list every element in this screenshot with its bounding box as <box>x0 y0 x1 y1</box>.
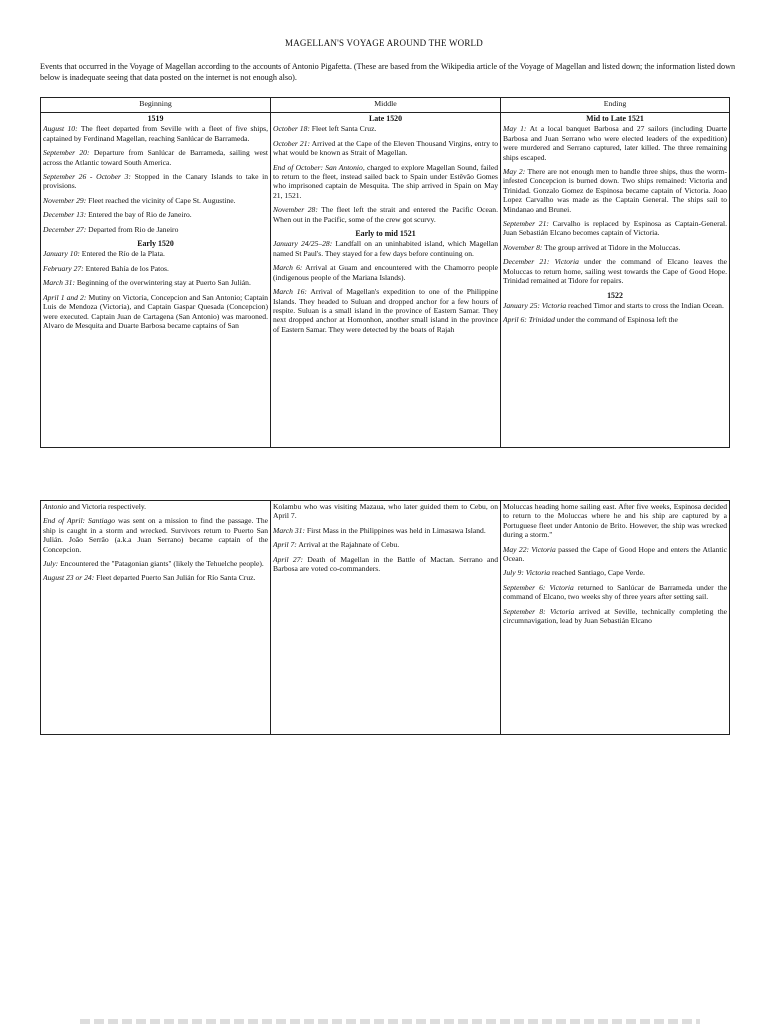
event-text: returned to Sanlúcar de Barrameda under the command of Elcano, two weeks shy of three years after setting sail. <box>503 582 727 602</box>
event-entry <box>43 210 268 219</box>
event-text: Arrival of Magellan's expedition to one of the Philippine Islands. They headed to Suluan and dropped anchor for a few hours of respite. Suluan is a small island in the province of Eastern Samar. They next dropped anchor at Homonhon, another small island in the province of Eastern Samar. They were detected by the boats of Rajah <box>273 287 499 334</box>
event-text: First Mass in the Philippines was held in Limasawa Island. <box>304 525 486 535</box>
event-entry <box>503 545 727 564</box>
timeline-table-page1 <box>40 97 730 448</box>
event-date: March 31: <box>43 278 75 288</box>
column-header-middle: Middle <box>271 98 501 113</box>
event-entry <box>503 219 727 238</box>
event-entry <box>43 516 268 554</box>
event-text: The fleet left the strait and entered the Pacific Ocean. When out in the Pacific, some of the crew got scurvy. <box>273 205 498 224</box>
event-date: May 1: <box>503 124 527 134</box>
event-entry <box>273 287 498 334</box>
event-text: Encountered the "Patagonian giants" (likely the Tehuelche people). <box>58 559 264 569</box>
section-heading: Late 1520 <box>368 114 403 123</box>
event-date: September 21: <box>503 219 549 229</box>
event-date: January 10: <box>43 249 80 259</box>
event-entry <box>43 293 268 331</box>
intro-paragraph: Events that occurred in the Voyage of Magellan according to the accounts of Antonio Pigafetta. (These are based from the Wikipedia article of the Voyage of Magellan and listed down; the information listed down below is inadequate seeing that data posted on the internet is not enough also). <box>40 62 736 82</box>
event-text: Moluccas heading home sailing east. After five weeks, Espinosa decided to return to the Moluccas where he and his ship are captured by a Portuguese fleet under Antonio de Brito. However, the ship was wrecked during a storm." <box>503 502 727 540</box>
section-heading: Early 1520 <box>137 239 174 249</box>
event-date: September 6: Victoria <box>503 582 574 592</box>
event-date: May 2: <box>503 167 526 177</box>
event-date: April 27: <box>273 554 304 564</box>
event-entry <box>43 278 268 287</box>
event-date: End of October: San Antonio, <box>273 162 365 172</box>
event-entry <box>43 249 268 258</box>
event-entry <box>503 502 727 540</box>
event-text: Entered the bay of Rio de Janeiro. <box>86 210 192 220</box>
cell-middle <box>271 113 501 448</box>
event-text: The group arrived at Tidore in the Moluccas. <box>542 242 681 252</box>
event-text: Arrival at Guam and encountered with the Chamorro people (indigenous people of the Mariana Islands). <box>273 263 499 282</box>
event-date: July: <box>43 559 59 569</box>
event-date: December 21: Victoria <box>503 257 579 267</box>
event-entry <box>503 257 727 285</box>
event-date: March 31: <box>273 525 305 535</box>
event-date: July 9: Victoria <box>503 568 551 578</box>
event-date: December 27: <box>43 224 87 234</box>
event-entry <box>273 124 498 133</box>
event-date: September 8: Victoria <box>503 606 575 616</box>
event-entry <box>503 315 727 324</box>
cell-ending-continued <box>501 501 730 735</box>
event-entry <box>503 568 727 577</box>
event-entry <box>273 526 498 535</box>
event-entry <box>273 555 498 574</box>
event-entry <box>503 583 727 602</box>
event-date: November 8: <box>503 242 543 252</box>
event-text: Arrived at the Cape of the Eleven Thousand Virgins, entry to what would be known as Strait of Magellan. <box>273 138 498 158</box>
event-text: was sent on a mission to find the passage. The ship is caught in a storm and wrecked. Survivors return to Puerto San Julián. João Serrão (a.k.a Juan Serrano) became captain of the Concepcion. <box>43 516 268 554</box>
event-text: Fleet reached the vicinity of Cape St. Augustine. <box>86 195 236 205</box>
event-date: November 29: <box>43 195 87 205</box>
event-date: Antonio <box>43 502 68 511</box>
event-text: Mutiny on Victoria, Concepcion and San Antonio; Captain Luis de Mendoza (Victoria), and Captain Gaspar Quesada (Concepcion) were executed. Captain Juan de Cartagena (San Antonio) was marooned. Alvaro de Mesquita and Duarte Barbosa became captains of San <box>43 292 268 330</box>
event-text: Arrival at the Rajahnate of Cebu. <box>296 540 400 550</box>
event-text: reached Santiago, Cape Verde. <box>550 568 645 578</box>
event-date: January 24/25–28: <box>273 239 333 249</box>
event-date: May 22: Victoria <box>503 544 556 554</box>
event-text: and Victoria respectively. <box>67 502 147 511</box>
event-entry <box>503 124 727 162</box>
event-entry <box>503 607 727 626</box>
document-title: MAGELLAN'S VOYAGE AROUND THE WORLD <box>285 38 483 48</box>
cell-middle-continued <box>271 501 501 735</box>
cell-beginning-continued <box>41 501 271 735</box>
cell-beginning <box>41 113 271 448</box>
event-entry <box>43 124 268 143</box>
section-heading: 1522 <box>607 290 623 300</box>
event-date: April 1 and 2: <box>43 292 87 302</box>
event-text: Carvalho is replaced by Espinosa as Captain-General. Juan Sebastián Elcano becomes captain of Victoria. <box>503 219 727 238</box>
cell-ending <box>501 113 730 448</box>
event-date: April 7: <box>273 540 297 550</box>
event-date: March 6: <box>273 263 303 273</box>
event-date: April 6: Trinidad <box>503 315 555 325</box>
event-date: November 28: <box>273 205 318 215</box>
event-entry <box>273 263 498 282</box>
event-date: August 23 or 24: <box>43 573 95 583</box>
event-text: Landfall on an uninhabited island, which Magellan named St Paul's. They stayed for a few days before continuing on. <box>273 239 498 258</box>
event-text: Entered the Río de la Plata. <box>79 249 165 259</box>
event-entry <box>43 148 268 167</box>
event-text: charged to explore Magellan Sound, failed to return to the fleet, instead sailed back to Spain under Estêvão Gomes who imprisoned captain de Mesquita. The ship arrived in Spain on May 21, 1521. <box>273 162 499 200</box>
event-text: under the command of Elcano leaves the Moluccas to return home, sailing west towards the Cape of Good Hope. Trinidad remained at Tidore for repairs. <box>503 257 727 286</box>
event-text: At a local banquet Barbosa and 27 sailors (including Duarte Barbosa and Juan Serrano who were elected leaders of the expedition) were murdered and Serrano captured, later killed. The three remaining ships escaped. <box>503 124 728 162</box>
event-entry <box>273 205 498 224</box>
timeline-table-page2 <box>40 500 730 735</box>
event-date: March 16: <box>273 287 307 297</box>
event-date: End of April: Santiago <box>43 516 116 526</box>
cut-off-text-line <box>80 1019 700 1024</box>
column-header-ending: Ending <box>501 98 730 113</box>
event-entry <box>503 167 727 214</box>
event-date: September 20: <box>43 148 90 158</box>
event-date: December 13: <box>43 210 87 220</box>
event-entry <box>273 239 498 258</box>
event-text: Entered Bahía de los Patos. <box>83 263 169 273</box>
event-date: February 27: <box>43 263 84 273</box>
event-text: Departure from Sanlúcar de Barrameda, sailing west across the Atlantic toward South America. <box>43 148 268 167</box>
event-date: October 18: <box>273 124 310 134</box>
event-entry <box>43 225 268 234</box>
event-text: The fleet departed from Seville with a fleet of five ships, captained by Ferdinand Magellan, reaching Sanlúcar de Barrameda. <box>43 124 268 143</box>
event-entry <box>43 573 268 582</box>
event-entry <box>273 163 498 201</box>
event-entry <box>273 502 498 521</box>
event-date: October 21: <box>273 138 311 148</box>
event-text: arrived at Seville, technically completing the circumnavigation, lead by Juan Sebastián Elcano <box>503 606 727 626</box>
event-text: Departed from Rio de Janeiro <box>86 224 179 234</box>
event-entry <box>273 139 498 158</box>
event-text: under the command of Espinosa left the <box>554 315 678 325</box>
column-header-beginning: Beginning <box>41 98 271 113</box>
event-text: Kolambu who was visiting Mazaua, who later guided them to Cebu, on April 7. <box>273 502 498 521</box>
event-entry <box>43 264 268 273</box>
event-text: Stopped in the Canary Islands to take in provisions. <box>43 172 268 191</box>
section-heading: 1519 <box>147 114 164 123</box>
section-heading: Mid to Late 1521 <box>586 114 644 123</box>
event-entry <box>503 243 727 252</box>
event-entry <box>43 172 268 191</box>
event-entry <box>43 196 268 205</box>
event-date: August 10: <box>43 124 78 134</box>
event-text: Fleet departed Puerto San Julián for Río Santa Cruz. <box>94 573 256 583</box>
section-heading: Early to mid 1521 <box>355 229 416 239</box>
event-entry <box>503 301 727 310</box>
event-text: Death of Magellan in the Battle of Mactan. Serrano and Barbosa are voted co-commanders. <box>273 554 498 574</box>
event-date: January 25: Victoria <box>503 300 567 310</box>
event-text: reached Timor and starts to cross the Indian Ocean. <box>566 300 724 310</box>
event-entry <box>43 502 268 511</box>
event-text: passed the Cape of Good Hope and enters the Atlantic Ocean. <box>503 544 727 564</box>
event-entry <box>43 559 268 568</box>
event-entry <box>273 540 498 549</box>
event-text: Beginning of the overwintering stay at Puerto San Julián. <box>74 278 251 288</box>
event-text: There are not enough men to handle three ships, thus the worm-infested Concepcion is burned down. Two ships remained: Victoria and Trinidad. Gonzalo Gomez de Espinosa became captain of Victoria. Joao Lopez Carvalho was made as the Captain General. The ships sail to Mindanao and Brunei. <box>503 167 727 214</box>
event-date: September 26 - October 3: <box>43 172 131 182</box>
event-text: Fleet left Santa Cruz. <box>309 124 377 134</box>
